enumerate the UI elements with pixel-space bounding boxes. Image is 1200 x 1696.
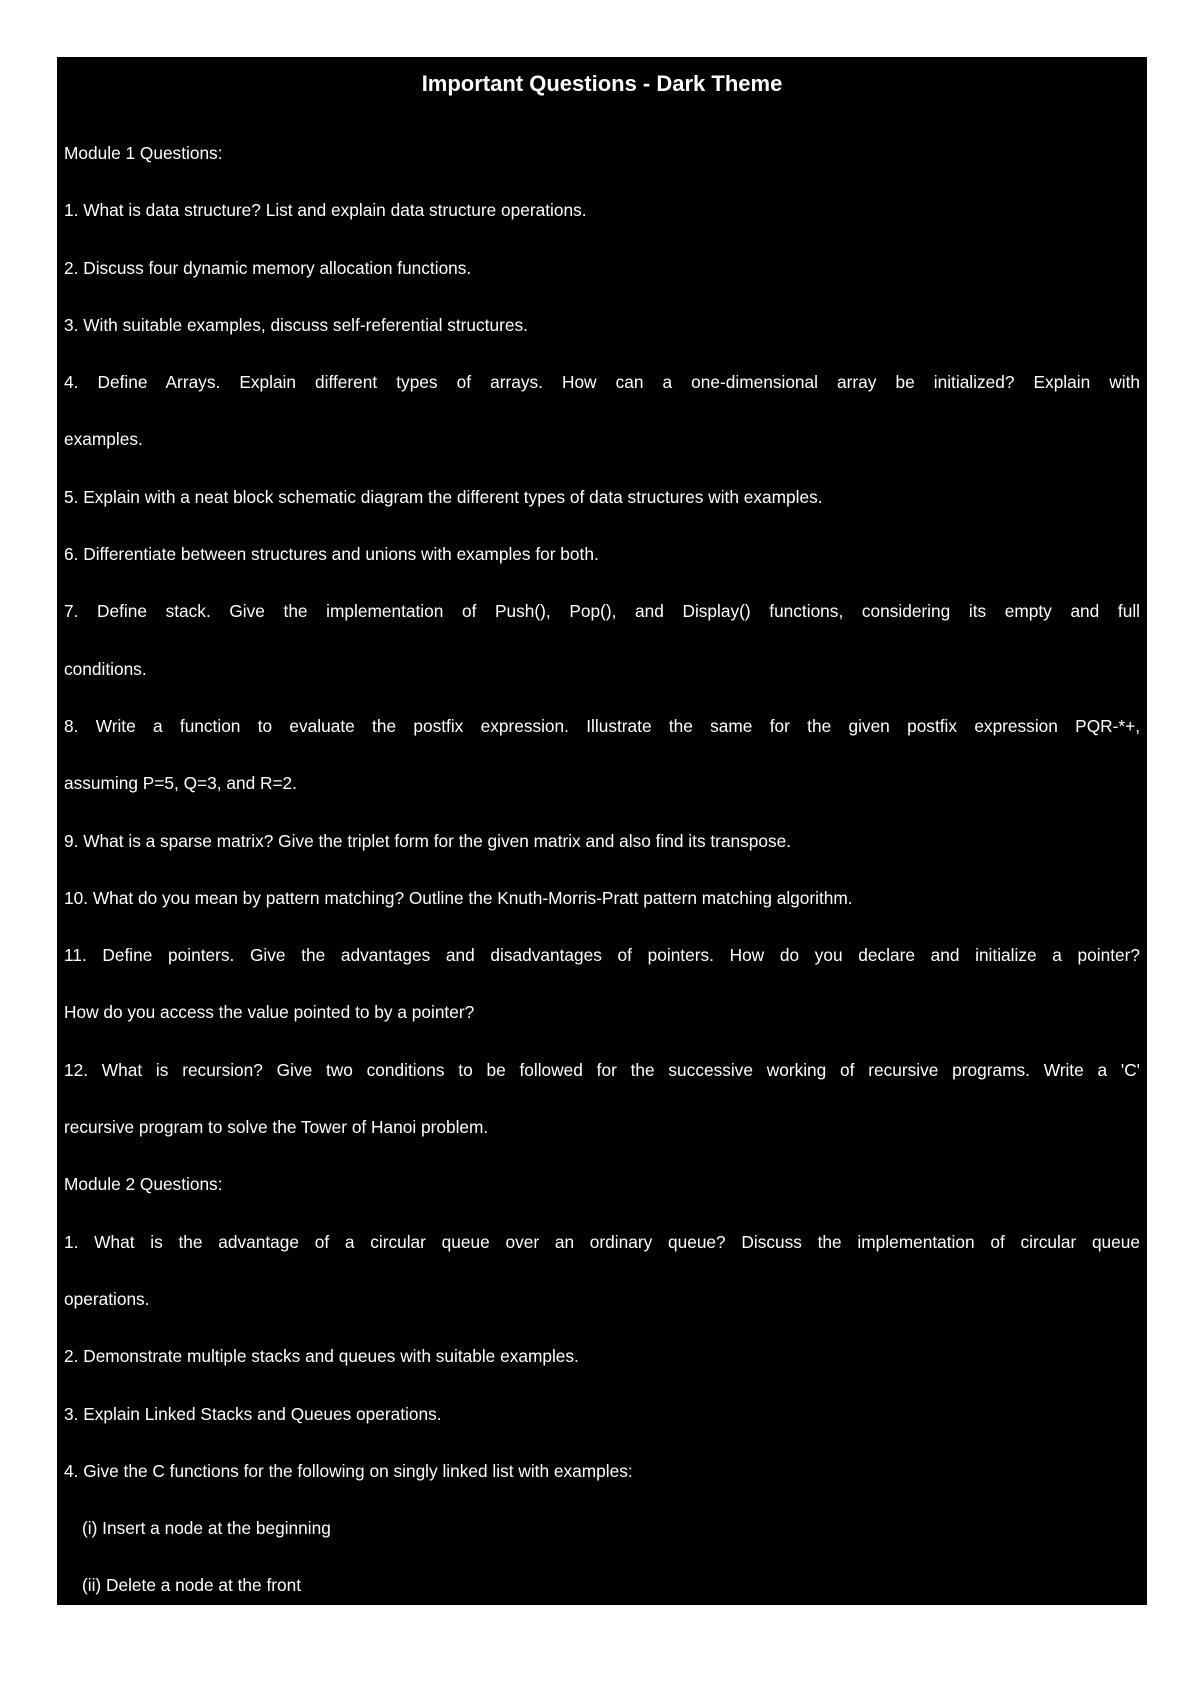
module-2-heading: Module 2 Questions: — [64, 1174, 223, 1195]
module-1-question-9: 9. What is a sparse matrix? Give the triplet form for the given matrix and also find its transpose. — [64, 830, 792, 851]
module-1-question-2: 2. Discuss four dynamic memory allocation functions. — [64, 257, 472, 278]
module-1-question-12-line-1: 12. What is recursion? Give two conditions to be followed for the successive working of recursive programs. Write a 'C' — [64, 1059, 1140, 1080]
module-1-question-12-line-2: recursive program to solve the Tower of Hanoi problem. — [64, 1117, 489, 1138]
module-1-question-4-line-1: 4. Define Arrays. Explain different types of arrays. How can a one-dimensional array be initialized? Explain with — [64, 372, 1140, 393]
module-1-heading: Module 1 Questions: — [64, 143, 223, 163]
module-2-question-2: 2. Demonstrate multiple stacks and queues with suitable examples. — [64, 1346, 579, 1367]
module-1-question-8-line-1: 8. Write a function to evaluate the postfix expression. Illustrate the same for the given postfix expression PQR-*+, — [64, 715, 1140, 736]
module-1-question-6: 6. Differentiate between structures and unions with examples for both. — [64, 544, 599, 565]
module-2-question-3: 3. Explain Linked Stacks and Queues operations. — [64, 1403, 442, 1424]
module-1-question-8-line-2: assuming P=5, Q=3, and R=2. — [64, 773, 297, 794]
module-2-question-4-item-ii: (ii) Delete a node at the front — [82, 1575, 302, 1596]
module-1-question-7-line-1: 7. Define stack. Give the implementation of Push(), Pop(), and Display() functions, considering its empty and full — [64, 601, 1140, 622]
module-1-question-10: 10. What do you mean by pattern matching? Outline the Knuth-Morris-Pratt pattern matching algorithm. — [64, 887, 853, 908]
module-1-question-11-line-2: How do you access the value pointed to by a pointer? — [64, 1002, 475, 1023]
module-1-question-7-line-2: conditions. — [64, 658, 147, 679]
module-1-question-1: 1. What is data structure? List and explain data structure operations. — [64, 200, 587, 221]
module-2-question-1-line-2: operations. — [64, 1288, 150, 1309]
module-2-question-1-line-1: 1. What is the advantage of a circular queue over an ordinary queue? Discuss the implementation of circular queue — [64, 1231, 1140, 1252]
module-1-question-11-line-1: 11. Define pointers. Give the advantages and disadvantages of pointers. How do you declare and initialize a pointer? — [64, 945, 1140, 966]
module-1-question-4-line-2: examples. — [64, 429, 143, 450]
module-1-question-5: 5. Explain with a neat block schematic diagram the different types of data structures with examples. — [64, 486, 823, 507]
module-2-question-4-item-i: (i) Insert a node at the beginning — [82, 1518, 331, 1539]
document-page — [57, 57, 1147, 1605]
document-title: Important Questions - Dark Theme — [421, 71, 783, 96]
module-1-question-3: 3. With suitable examples, discuss self-referential structures. — [64, 314, 528, 335]
module-2-question-4: 4. Give the C functions for the following on singly linked list with examples: — [64, 1460, 633, 1481]
